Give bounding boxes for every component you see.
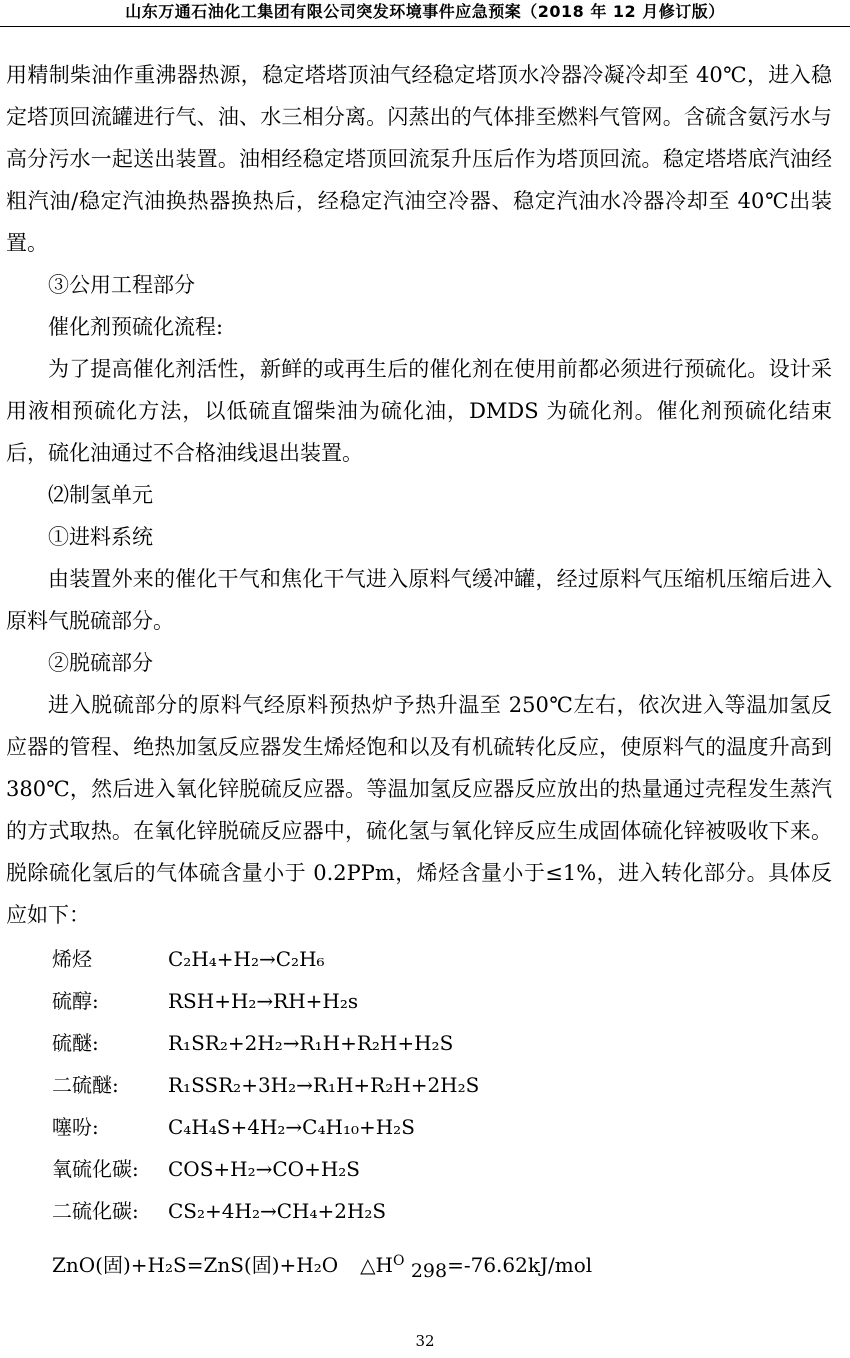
- reaction-row: [6, 1106, 832, 1148]
- zno-equation: [6, 1244, 832, 1289]
- reaction-name: 硫醚:: [52, 1031, 99, 1055]
- zno-equation-formula: ZnO(固)+H₂S=ZnS(固)+H₂O: [52, 1253, 339, 1277]
- enthalpy-symbol: △H: [360, 1253, 393, 1277]
- paragraph-desulfurization: 进入脱硫部分的原料气经原料预热炉予热升温至 250℃左右，依次进入等温加氢反应器的管程、绝热加氢反应器发生烯烃饱和以及有机硫转化反应，使原料气的温度升高到 380℃，然后进入氧化锌脱硫反应器。等温加氢反应器反应放出的热量通过壳程发生蒸汽的方式取热。在氧化锌脱硫反应器中，硫化氢与氧化锌反应生成固体硫化锌被吸收下来。脱除硫化氢后的气体硫含量小于 0.2PPm，烯烃含量小于≤1%，进入转化部分。具体反应如下：: [6, 693, 832, 927]
- heading-desulfurization: ②脱硫部分: [48, 651, 153, 675]
- heading-feed-system: ①进料系统: [48, 525, 153, 549]
- reaction-row: [6, 1148, 832, 1190]
- heading-presulfiding: 催化剂预硫化流程:: [48, 315, 224, 339]
- reaction-formula: RSH+H₂→RH+H₂s: [168, 989, 359, 1013]
- reaction-formula: C₂H₄+H₂→C₂H₆: [168, 947, 325, 971]
- enthalpy-temperature: 298: [410, 1260, 448, 1282]
- reaction-name: 烯烃: [52, 947, 92, 971]
- header-rule: [0, 26, 850, 27]
- paragraph-presulfiding: 为了提高催化剂活性，新鲜的或再生后的催化剂在使用前都必须进行预硫化。设计采用液相预硫化方法，以低硫直馏柴油为硫化油，DMDS 为硫化剂。催化剂预硫化结束后，硫化油通过不合格油线退出装置。: [6, 357, 832, 465]
- reaction-formula: R₁SR₂+2H₂→R₁H+R₂H+H₂S: [168, 1031, 454, 1055]
- paragraph-stabilizer: 用精制柴油作重沸器热源，稳定塔塔顶油气经稳定塔顶水冷器冷凝冷却至 40℃，进入稳定塔顶回流罐进行气、油、水三相分离。闪蒸出的气体排至燃料气管网。含硫含氨污水与高分污水一起送出装置。油相经稳定塔顶回流泵升压后作为塔顶回流。稳定塔塔底汽油经粗汽油/稳定汽油换热器换热后，经稳定汽油空冷器、稳定汽油水冷器冷却至 40℃出装置。: [6, 63, 832, 255]
- reaction-row: [6, 1022, 832, 1064]
- reaction-name: 氧硫化碳:: [52, 1157, 139, 1181]
- reaction-row: [6, 1190, 832, 1232]
- paragraph-feed-system: 由装置外来的催化干气和焦化干气进入原料气缓冲罐，经过原料气压缩机压缩后进入原料气脱硫部分。: [6, 567, 832, 633]
- document-body: [6, 54, 832, 1289]
- page-header: 山东万通石油化工集团有限公司突发环境事件应急预案（2018 年 12 月修订版）: [125, 2, 725, 21]
- reaction-name: 噻吩:: [52, 1115, 99, 1139]
- reaction-list: [6, 938, 832, 1232]
- heading-hydrogen-unit: ⑵制氢单元: [48, 483, 153, 507]
- page-number: 32: [415, 1332, 435, 1350]
- reaction-row: [6, 980, 832, 1022]
- reaction-formula: CS₂+4H₂→CH₄+2H₂S: [168, 1199, 387, 1223]
- reaction-formula: C₄H₄S+4H₂→C₄H₁₀+H₂S: [168, 1115, 415, 1139]
- reaction-row: [6, 938, 832, 980]
- reaction-name: 二硫醚:: [52, 1073, 119, 1097]
- enthalpy-superscript: O: [392, 1253, 405, 1269]
- reaction-formula: R₁SSR₂+3H₂→R₁H+R₂H+2H₂S: [168, 1073, 480, 1097]
- reaction-name: 二硫化碳:: [52, 1199, 139, 1223]
- reaction-row: [6, 1064, 832, 1106]
- heading-utilities: ③公用工程部分: [48, 273, 195, 297]
- enthalpy-value: =-76.62kJ/mol: [447, 1253, 593, 1277]
- reaction-formula: COS+H₂→CO+H₂S: [168, 1157, 360, 1181]
- reaction-name: 硫醇:: [52, 989, 99, 1013]
